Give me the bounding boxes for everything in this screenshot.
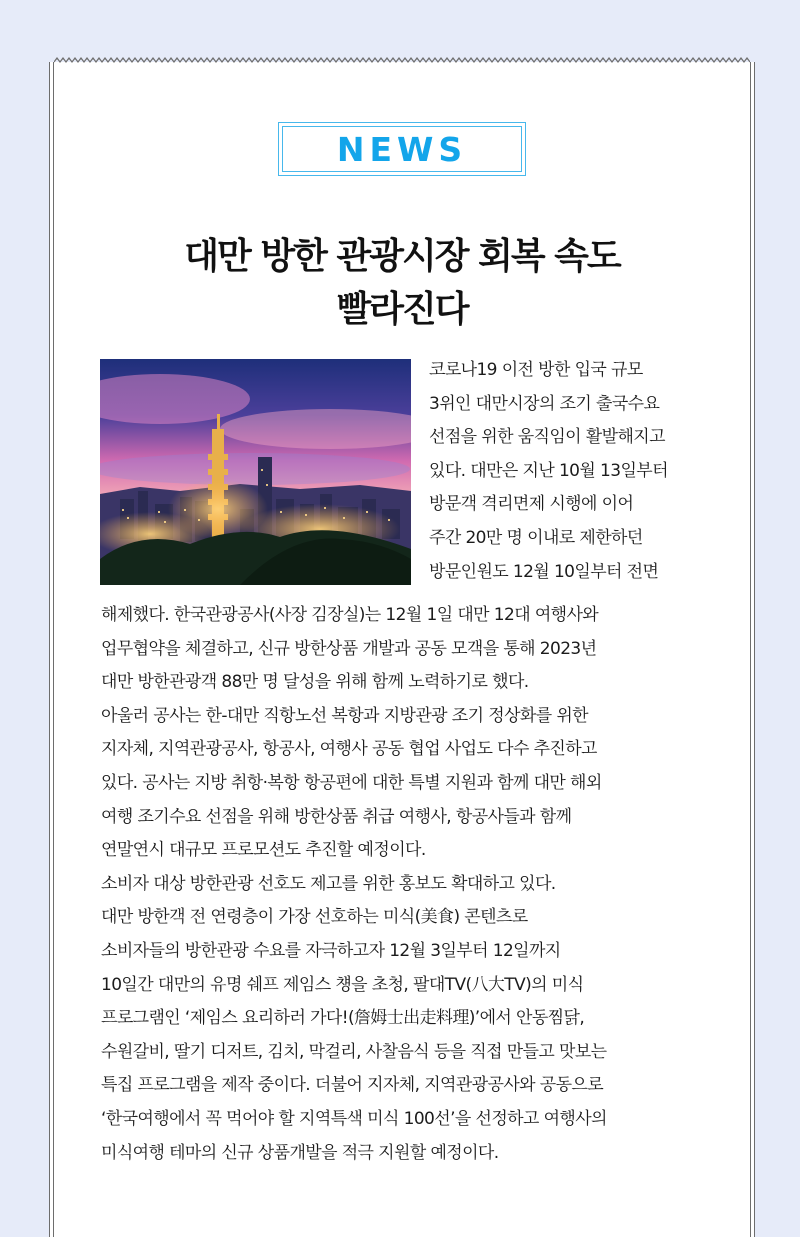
zigzag-edge bbox=[54, 56, 750, 66]
article-body bbox=[101, 599, 607, 1170]
article-line: ‘한국여행에서 꼭 먹어야 할 지역특색 미식 100선’을 선정하고 여행사의 bbox=[101, 1108, 607, 1129]
article-line: 방문인원도 12월 10일부터 전면 bbox=[429, 561, 659, 582]
article-line: 대만 방한관광객 88만 명 달성을 위해 함께 노력하기로 했다. bbox=[101, 672, 529, 693]
article-line: 수원갈비, 딸기 디저트, 김치, 막걸리, 사찰음식 등을 직접 만들고 맛보는 bbox=[101, 1041, 607, 1062]
taipei-skyline-photo bbox=[100, 359, 411, 585]
article-line: 프로그램인 ‘제임스 요리하러 가다!(詹姆士出走料理)’에서 안동찜닭, bbox=[101, 1008, 585, 1029]
article-line: 특집 프로그램을 제작 중이다. 더불어 지자체, 지역관광공사와 공동으로 bbox=[101, 1075, 604, 1096]
article-line: 연말연시 대규모 프로모션도 추진할 예정이다. bbox=[101, 840, 426, 861]
article-line: 대만 방한객 전 연령층이 가장 선호하는 미식(美食) 콘텐츠로 bbox=[101, 907, 528, 928]
headline bbox=[54, 230, 750, 336]
article-intro bbox=[429, 354, 668, 589]
article-line: 아울러 공사는 한-대만 직항노선 복항과 지방관광 조기 정상화를 위한 bbox=[101, 705, 588, 726]
article-line: 업무협약을 체결하고, 신규 방한상품 개발과 공동 모객을 통해 2023년 bbox=[101, 638, 597, 659]
article-line: 소비자 대상 방한관광 선호도 제고를 위한 홍보도 확대하고 있다. bbox=[101, 873, 556, 894]
article-line: 지자체, 지역관광공사, 항공사, 여행사 공동 협업 사업도 다수 추진하고 bbox=[101, 739, 597, 760]
article-line: 선점을 위한 움직임이 활발해지고 bbox=[429, 427, 665, 448]
article-line: 있다. 공사는 지방 취항·복항 항공편에 대한 특별 지원과 함께 대만 해외 bbox=[101, 772, 602, 793]
article-line: 3위인 대만시장의 조기 출국수요 bbox=[429, 393, 660, 414]
news-badge-label: NEWS bbox=[282, 126, 522, 172]
news-badge bbox=[278, 122, 526, 176]
article-line: 소비자들의 방한관광 수요를 자극하고자 12월 3일부터 12일까지 bbox=[101, 940, 561, 961]
article-line: 해제했다. 한국관광공사(사장 김장실)는 12월 1일 대만 12대 여행사와 bbox=[101, 605, 599, 625]
article-line: 주간 20만 명 이내로 제한하던 bbox=[429, 527, 643, 548]
article-line: 여행 조기수요 선점을 위해 방한상품 취급 여행사, 항공사들과 함께 bbox=[101, 806, 572, 827]
news-paper bbox=[53, 62, 751, 1237]
article-line: 있다. 대만은 지난 10월 13일부터 bbox=[429, 460, 668, 481]
article-line: 코로나19 이전 방한 입국 규모 bbox=[429, 360, 643, 380]
taipei-skyline-night-photo-icon bbox=[100, 359, 411, 585]
article-line: 10일간 대만의 유명 쉐프 제임스 첑을 초청, 팔대TV(八大TV)의 미식 bbox=[101, 974, 584, 995]
article-line: 방문객 격리면제 시행에 이어 bbox=[429, 494, 634, 515]
article-line: 미식여행 테마의 신규 상품개발을 적극 지원할 예정이다. bbox=[101, 1142, 499, 1163]
headline-line-1: 대만 방한 관광시장 회복 속도 bbox=[184, 236, 620, 277]
headline-line-2: 빨라진다 bbox=[336, 289, 468, 330]
